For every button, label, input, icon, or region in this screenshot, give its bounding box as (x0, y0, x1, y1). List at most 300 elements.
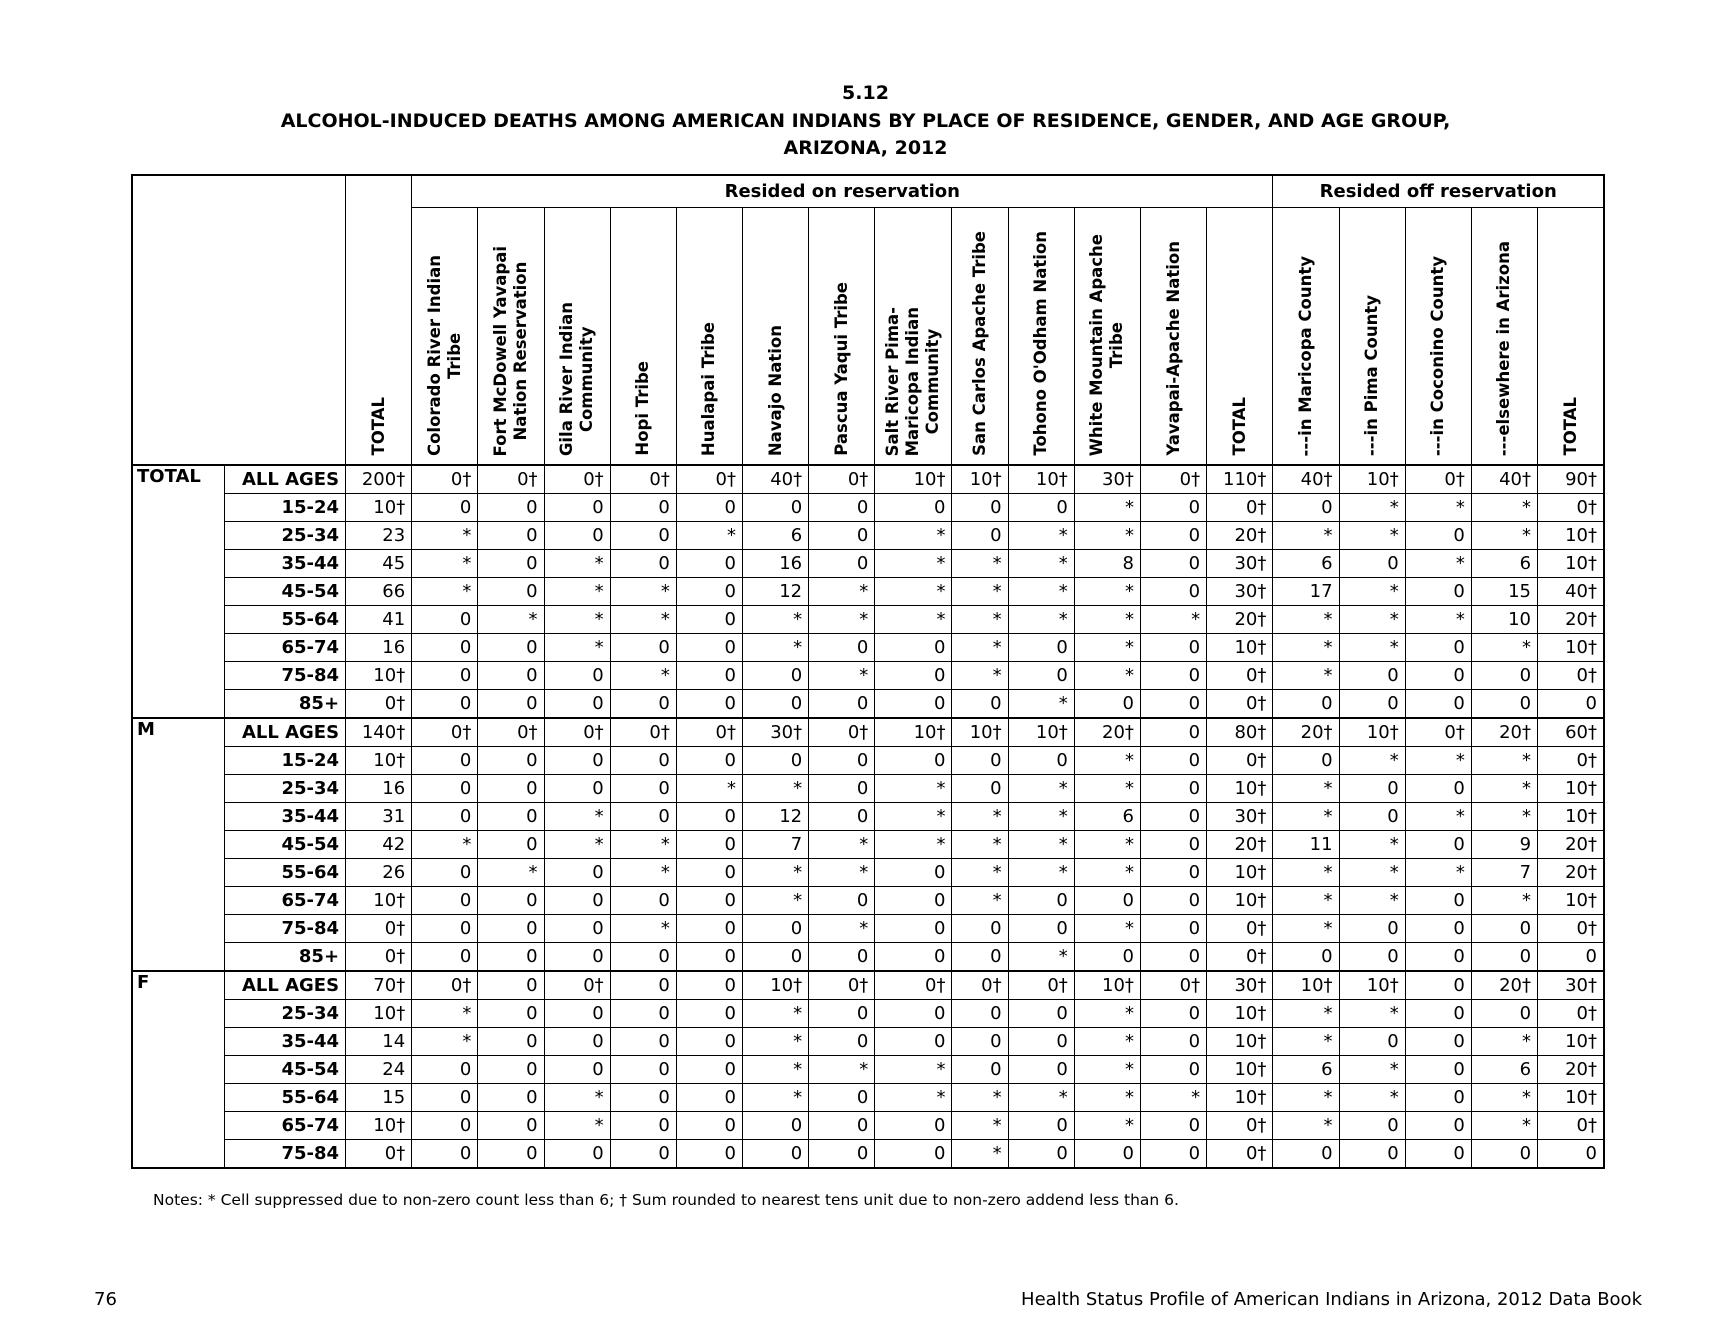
table-cell: * (952, 550, 1008, 578)
table-cell: 40† (742, 465, 808, 494)
table-cell: 10† (1008, 465, 1074, 494)
table-cell: 0 (809, 943, 875, 972)
age-group-label: 35-44 (224, 1028, 345, 1056)
table-cell: 7 (1471, 859, 1537, 887)
table-cell: 0 (1471, 943, 1537, 972)
table-cell: 0† (412, 465, 478, 494)
table-cell: 0 (610, 1000, 676, 1028)
table-cell: 0 (1140, 718, 1206, 747)
table-cell: 0† (1207, 662, 1273, 690)
col-header (1471, 208, 1537, 466)
table-cell: 90† (1538, 465, 1604, 494)
table-cell: * (1074, 1112, 1140, 1140)
table-cell: 0† (346, 915, 412, 943)
table-cell: 0† (1538, 662, 1604, 690)
table-cell: 15 (1471, 578, 1537, 606)
table-cell: 60† (1538, 718, 1604, 747)
table-cell: 0† (412, 718, 478, 747)
table-cell: 0 (952, 1056, 1008, 1084)
table-cell: 0† (676, 465, 742, 494)
table-cell: * (412, 1000, 478, 1028)
table-cell: 9 (1471, 831, 1537, 859)
col-header-label (1031, 231, 1051, 456)
table-cell: 0 (1140, 775, 1206, 803)
table-cell: 0 (1405, 578, 1471, 606)
table-cell: 0 (1405, 1028, 1471, 1056)
table-cell: 0 (1140, 887, 1206, 915)
table-cell: 6 (1471, 1056, 1537, 1084)
table-cell: * (544, 831, 610, 859)
table-cell: * (875, 1084, 952, 1112)
col-header (1339, 208, 1405, 466)
col-header-line: Navajo Nation (765, 324, 785, 456)
table-cell: 200† (346, 465, 412, 494)
table-cell: * (875, 831, 952, 859)
table-cell: 10† (1538, 775, 1604, 803)
table-cell: 23 (346, 522, 412, 550)
table-cell: * (1008, 775, 1074, 803)
footer-title: Health Status Profile of American Indians in Arizona, 2012 Data Book (1021, 1289, 1642, 1310)
table-cell: * (1339, 494, 1405, 522)
table-cell: 16 (742, 550, 808, 578)
table-cell: * (1405, 859, 1471, 887)
table-cell: 0 (676, 1112, 742, 1140)
table-cell: * (1273, 522, 1339, 550)
table-cell: 10† (346, 747, 412, 775)
table-cell: 0 (875, 943, 952, 972)
col-header (1405, 208, 1471, 466)
table-cell: 20† (1538, 1056, 1604, 1084)
table-cell: * (1008, 550, 1074, 578)
table-cell: * (742, 887, 808, 915)
header-corner (132, 175, 346, 465)
table-cell: 0 (610, 634, 676, 662)
table-cell: * (1074, 1000, 1140, 1028)
table-cell: 0 (412, 859, 478, 887)
table-cell: 0 (875, 662, 952, 690)
table-cell: * (875, 522, 952, 550)
table-cell: 0 (412, 494, 478, 522)
col-header-line: Pascua Yaqui Tribe (831, 282, 851, 456)
table-cell: * (1339, 747, 1405, 775)
table-cell: * (1074, 831, 1140, 859)
col-header-line: Tribe (1107, 321, 1127, 368)
table-cell: * (412, 578, 478, 606)
table-cell: 0 (875, 887, 952, 915)
table-cell: 10† (1008, 718, 1074, 747)
table-cell: 0 (412, 634, 478, 662)
table-row (132, 634, 1604, 662)
table-cell: * (1471, 522, 1537, 550)
col-header-label (1561, 397, 1581, 456)
row-group-label: F (132, 971, 224, 1168)
table-cell: * (1008, 943, 1074, 972)
table-cell: * (1405, 803, 1471, 831)
table-cell: 10† (1538, 1084, 1604, 1112)
col-header (1273, 208, 1339, 466)
table-row (132, 662, 1604, 690)
table-cell: 0 (1339, 775, 1405, 803)
table-cell: * (1008, 522, 1074, 550)
table-cell: * (1273, 887, 1339, 915)
table-cell: * (1273, 1000, 1339, 1028)
table-cell: 0 (875, 1112, 952, 1140)
table-cell: * (1405, 606, 1471, 634)
table-cell: 0 (478, 943, 544, 972)
table-cell: 0 (1140, 494, 1206, 522)
table-header (132, 175, 1604, 465)
table-cell: 0 (742, 1140, 808, 1169)
table-cell: 6 (1273, 550, 1339, 578)
table-cell: 0 (1008, 634, 1074, 662)
table-cell: * (1273, 1084, 1339, 1112)
table-cell: 0 (875, 915, 952, 943)
table-cell: * (1471, 1084, 1537, 1112)
table-cell: 0 (742, 690, 808, 719)
table-cell: 0† (346, 943, 412, 972)
col-header-line: Salt River Pima- (883, 306, 903, 456)
col-header (1538, 208, 1604, 466)
table-cell: 0 (1008, 1140, 1074, 1169)
table-cell: 0 (610, 494, 676, 522)
table-cell: 0 (952, 747, 1008, 775)
table-cell: 0 (952, 1000, 1008, 1028)
table-cell: 0 (676, 1000, 742, 1028)
table-cell: * (610, 859, 676, 887)
table-cell: 0 (478, 887, 544, 915)
table-cell: 10† (1339, 718, 1405, 747)
table-cell: * (544, 1112, 610, 1140)
header-off-reservation: Resided off reservation (1273, 175, 1604, 208)
table-cell: 0 (809, 634, 875, 662)
row-group-label: TOTAL (132, 465, 224, 718)
table-cell: 0 (412, 690, 478, 719)
age-group-label: ALL AGES (224, 718, 345, 747)
table-cell: * (412, 831, 478, 859)
col-header (875, 208, 952, 466)
table-cell: 10† (875, 718, 952, 747)
table-cell: 0 (676, 971, 742, 1000)
table-cell: * (809, 915, 875, 943)
table-cell: * (952, 1084, 1008, 1112)
col-header-line: Maricopa Indian (903, 306, 923, 456)
table-cell: 30† (742, 718, 808, 747)
table-cell: * (1074, 578, 1140, 606)
table-row (132, 606, 1604, 634)
table-body (132, 465, 1604, 1168)
col-header (478, 208, 544, 466)
col-header-label (633, 361, 653, 456)
table-row (132, 1000, 1604, 1028)
table-cell: 0 (544, 747, 610, 775)
table-cell: 0 (809, 775, 875, 803)
table-cell: * (1008, 803, 1074, 831)
col-header-line: TOTAL (1560, 397, 1580, 456)
col-header-line: Community (923, 328, 943, 435)
table-cell: * (1471, 1028, 1537, 1056)
table-cell: 20† (1273, 718, 1339, 747)
table-row (132, 1084, 1604, 1112)
table-cell: 0 (1140, 943, 1206, 972)
table-cell: 0 (875, 1140, 952, 1169)
table-cell: * (952, 1140, 1008, 1169)
table-cell: 30† (1207, 803, 1273, 831)
table-cell: 0 (952, 522, 1008, 550)
table-cell: * (809, 578, 875, 606)
table-cell: 10† (1207, 887, 1273, 915)
table-title: ALCOHOL-INDUCED DEATHS AMONG AMERICAN INDIANS BY PLACE OF RESIDENCE, GENDER, AND AGE GROUP, (280, 110, 1451, 132)
table-cell: 0† (478, 465, 544, 494)
table-cell: 0 (676, 831, 742, 859)
table-cell: 0 (1405, 943, 1471, 972)
table-cell: 40† (1538, 578, 1604, 606)
table-cell: * (1008, 859, 1074, 887)
table-cell: 0 (676, 859, 742, 887)
table-cell: 0 (875, 859, 952, 887)
table-cell: * (742, 1056, 808, 1084)
age-group-label: 25-34 (224, 1000, 345, 1028)
table-cell: * (1074, 634, 1140, 662)
table-cell: 0 (1140, 662, 1206, 690)
table-cell: 0 (478, 1028, 544, 1056)
table-cell: 10† (1207, 859, 1273, 887)
table-cell: 0 (478, 662, 544, 690)
col-header (1140, 208, 1206, 466)
table-cell: 10† (1538, 887, 1604, 915)
table-cell: 0 (1339, 943, 1405, 972)
table-cell: 0 (412, 747, 478, 775)
table-cell: 26 (346, 859, 412, 887)
table-cell: 0 (676, 1028, 742, 1056)
table-cell: 0 (544, 859, 610, 887)
age-group-label: 55-64 (224, 1084, 345, 1112)
table-cell: * (1140, 606, 1206, 634)
col-header-label (557, 302, 597, 456)
table-cell: 140† (346, 718, 412, 747)
table-cell: 0 (1471, 690, 1537, 719)
table-cell: 0 (676, 1056, 742, 1084)
col-header-label (832, 282, 852, 456)
table-cell: * (1074, 1028, 1140, 1056)
table-cell: * (1339, 859, 1405, 887)
table-cell: 0 (1140, 1028, 1206, 1056)
table-cell: 0 (1140, 1140, 1206, 1169)
table-cell: 30† (1074, 465, 1140, 494)
age-group-label: 55-64 (224, 859, 345, 887)
table-cell: 0 (1405, 1140, 1471, 1169)
table-cell: 0 (809, 550, 875, 578)
table-cell: * (1339, 1056, 1405, 1084)
table-cell: * (1471, 803, 1537, 831)
table-cell: * (875, 550, 952, 578)
table-cell: 0† (544, 465, 610, 494)
table-cell: 0 (952, 690, 1008, 719)
table-row (132, 859, 1604, 887)
table-cell: 10† (1207, 1000, 1273, 1028)
table-cell: * (952, 662, 1008, 690)
table-cell: 0 (1140, 578, 1206, 606)
col-header-line: ---in Coconino County (1428, 255, 1448, 456)
table-cell: * (952, 859, 1008, 887)
table-cell: 10† (1207, 1056, 1273, 1084)
table-cell: 0 (1140, 1000, 1206, 1028)
table-cell: 0 (610, 1084, 676, 1112)
table-cell: 6 (1074, 803, 1140, 831)
table-cell: 0 (1273, 747, 1339, 775)
age-group-label: 45-54 (224, 831, 345, 859)
table-cell: 0 (676, 606, 742, 634)
table-cell: 10† (346, 1000, 412, 1028)
table-cell: * (544, 634, 610, 662)
col-header-label (699, 322, 719, 456)
table-cell: 10† (952, 718, 1008, 747)
table-cell: * (1471, 634, 1537, 662)
table-row (132, 803, 1604, 831)
age-group-label: 65-74 (224, 887, 345, 915)
table-cell: 0 (1538, 690, 1604, 719)
table-cell: 0† (1207, 943, 1273, 972)
table-cell: 0 (809, 1084, 875, 1112)
table-cell: * (809, 606, 875, 634)
table-cell: 40† (1471, 465, 1537, 494)
table-cell: 30† (1538, 971, 1604, 1000)
table-cell: 0 (478, 915, 544, 943)
table-cell: * (610, 578, 676, 606)
table-cell: * (1471, 747, 1537, 775)
table-cell: 0 (1140, 522, 1206, 550)
table-cell: 0 (1471, 662, 1537, 690)
table-cell: 0 (742, 494, 808, 522)
table-cell: 0† (1207, 747, 1273, 775)
table-cell: 20† (1207, 831, 1273, 859)
table-cell: 0 (952, 1028, 1008, 1056)
table-cell: 0 (544, 943, 610, 972)
col-header (412, 208, 478, 466)
table-cell: 0† (1140, 465, 1206, 494)
table-cell: 0 (544, 494, 610, 522)
table-cell: 0 (1074, 690, 1140, 719)
table-cell: 11 (1273, 831, 1339, 859)
table-cell: 0 (742, 943, 808, 972)
table-cell: 16 (346, 775, 412, 803)
table-cell: 0 (478, 803, 544, 831)
col-header (809, 208, 875, 466)
col-header-line: TOTAL (1229, 397, 1249, 456)
table-cell: 0 (412, 606, 478, 634)
table-cell: 0 (478, 1112, 544, 1140)
table-cell: * (610, 606, 676, 634)
table-cell: 0 (1140, 1056, 1206, 1084)
table-cell: 0 (1405, 662, 1471, 690)
table-cell: 20† (1538, 859, 1604, 887)
table-cell: 0 (676, 494, 742, 522)
table-cell: 0† (809, 465, 875, 494)
table-cell: 0 (676, 747, 742, 775)
table-cell: 0† (875, 971, 952, 1000)
table-cell: 0 (1538, 1140, 1604, 1169)
table-cell: 12 (742, 578, 808, 606)
table-cell: 0† (478, 718, 544, 747)
table-cell: * (875, 578, 952, 606)
table-cell: 0 (1008, 1028, 1074, 1056)
col-header (1207, 208, 1273, 466)
col-header-label (1494, 241, 1514, 456)
table-cell: 24 (346, 1056, 412, 1084)
table-cell: 0 (544, 1028, 610, 1056)
table-cell: * (544, 803, 610, 831)
table-cell: 0 (478, 775, 544, 803)
table-cell: * (742, 775, 808, 803)
table-cell: 0 (412, 803, 478, 831)
table-cell: 0 (1074, 943, 1140, 972)
table-row (132, 887, 1604, 915)
table-cell: 10† (346, 887, 412, 915)
table-cell: 0 (1405, 831, 1471, 859)
table-row (132, 465, 1604, 494)
table-cell: 0 (610, 522, 676, 550)
table-cell: 10† (1339, 971, 1405, 1000)
table-cell: 0 (809, 1112, 875, 1140)
col-header-line: Hopi Tribe (633, 361, 653, 456)
table-cell: * (1339, 831, 1405, 859)
table-cell: * (1074, 775, 1140, 803)
table-cell: 30† (1207, 550, 1273, 578)
table-row (132, 971, 1604, 1000)
table-cell: * (1273, 775, 1339, 803)
table-cell: * (742, 634, 808, 662)
col-header-line: Tribe (444, 332, 464, 379)
table-cell: 0 (478, 494, 544, 522)
col-header-label (1428, 256, 1448, 456)
table-cell: 40† (1273, 465, 1339, 494)
table-cell: 0 (1405, 887, 1471, 915)
table-cell: 0 (478, 831, 544, 859)
table-cell: 10† (1538, 1028, 1604, 1056)
table-cell: * (1339, 606, 1405, 634)
table-cell: 0 (478, 1084, 544, 1112)
table-cell: * (676, 522, 742, 550)
table-cell: * (1405, 747, 1471, 775)
table-cell: 6 (1471, 550, 1537, 578)
table-cell: 0 (952, 775, 1008, 803)
table-cell: 0 (544, 522, 610, 550)
col-header-label (425, 255, 465, 456)
table-cell: 0 (610, 1028, 676, 1056)
table-cell: * (952, 606, 1008, 634)
table-cell: * (544, 550, 610, 578)
table-cell: * (610, 831, 676, 859)
table-cell: * (1273, 634, 1339, 662)
table-cell: 0 (478, 550, 544, 578)
age-group-label: ALL AGES (224, 465, 345, 494)
col-header-label (970, 231, 990, 456)
col-header (544, 208, 610, 466)
table-cell: * (1074, 859, 1140, 887)
table-cell: 0 (1405, 1056, 1471, 1084)
table-cell: * (1339, 1084, 1405, 1112)
age-group-label: ALL AGES (224, 971, 345, 1000)
table-cell: * (875, 606, 952, 634)
table-cell: 0 (1339, 690, 1405, 719)
table-cell: 0† (1538, 915, 1604, 943)
table-cell: 0 (1008, 494, 1074, 522)
table-cell: 0 (412, 915, 478, 943)
col-header-line: Nation Reservation (510, 261, 530, 441)
table-cell: 0 (478, 1000, 544, 1028)
table-cell: 0† (1140, 971, 1206, 1000)
table-cell: 0 (412, 887, 478, 915)
table-cell: * (610, 662, 676, 690)
